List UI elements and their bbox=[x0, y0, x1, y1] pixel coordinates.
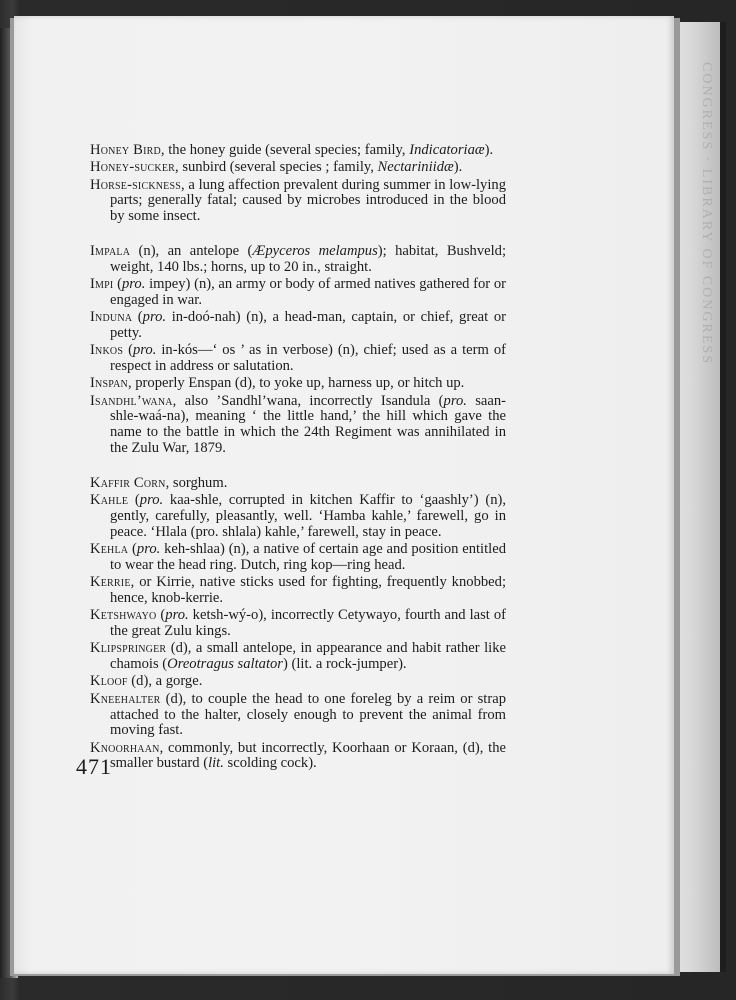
book-page bbox=[14, 16, 674, 974]
glossary-entry bbox=[90, 741, 506, 773]
glossary-entry bbox=[90, 476, 506, 492]
entry-definition: , properly Enspan (d), to yoke up, harness up, or hitch up. bbox=[127, 375, 465, 392]
entry-definition-cont: ) (lit. a rock-jumper). bbox=[282, 656, 407, 673]
entry-definition-cont: impey) (n), an army or body of armed natives gathered for or engaged in war. bbox=[110, 276, 506, 308]
glossary-text bbox=[90, 143, 506, 774]
glossary-group bbox=[90, 143, 506, 225]
entry-definition: , sorghum. bbox=[165, 474, 228, 491]
glossary-entry bbox=[90, 310, 506, 342]
entry-definition: ( bbox=[123, 342, 133, 359]
entry-headword: Inspan bbox=[90, 375, 128, 392]
glossary-entry bbox=[90, 493, 506, 540]
entry-headword: Isandhl’wana bbox=[90, 392, 173, 409]
glossary-entry bbox=[90, 394, 506, 457]
entry-definition: ( bbox=[128, 492, 140, 509]
entry-italic-term: pro. bbox=[136, 541, 161, 558]
entry-headword: Ketshwayo bbox=[90, 607, 157, 624]
entry-italic-term: Æpyceros melampus bbox=[252, 242, 378, 259]
entry-definition-cont: in-kós—‘ os ’ as in verbose) (n), chief; used as a term of respect in address or salutation. bbox=[110, 342, 507, 375]
entry-headword: Kerrie bbox=[90, 574, 131, 591]
entry-definition-cont: saan-shle-waá-na), meaning ‘ the little hand,’ the hill which gave the name to the battle in which the 24th Regiment was annihilated in the Zulu War, 1879. bbox=[110, 392, 506, 457]
glossary-group bbox=[90, 244, 506, 457]
glossary-entry bbox=[90, 277, 506, 309]
entry-definition-cont: kaa-shle, corrupted in kitchen Kaffir to ‘gaashly’) (n), gently, carefully, pleasantly, well. ‘Hamba kahle,’ farewell, go in peace. ‘Hlala (pro. shlala) kahle,’ farewell, stay in peace. bbox=[110, 492, 506, 540]
entry-definition: ( bbox=[113, 276, 122, 293]
entry-italic-term: pro. bbox=[132, 342, 157, 359]
entry-italic-term: pro. bbox=[139, 492, 164, 509]
glossary-entry bbox=[90, 178, 506, 225]
glossary-entry bbox=[90, 376, 506, 392]
entry-headword: Impala bbox=[90, 242, 131, 259]
glossary-entry bbox=[90, 542, 506, 574]
entry-definition: , a lung affection prevalent during summer in low-lying parts; generally fatal; caused by microbes introduced in the blood by some insect. bbox=[110, 176, 506, 225]
entry-headword: Honey Bird bbox=[90, 142, 161, 158]
entry-definition: , the honey guide (several species; family, bbox=[160, 142, 410, 158]
entry-definition: (n), an antelope ( bbox=[130, 242, 253, 259]
entry-headword: Kloof bbox=[90, 673, 128, 690]
entry-headword: Honey-sucker bbox=[90, 159, 176, 176]
entry-definition-cont: ). bbox=[484, 142, 494, 158]
library-stamp: CONGRESS · LIBRARY OF CONGRESS bbox=[699, 62, 714, 365]
glossary-entry bbox=[90, 674, 506, 690]
glossary-entry bbox=[90, 143, 506, 159]
page-number: 471 bbox=[76, 754, 112, 779]
glossary-entry bbox=[90, 692, 506, 739]
glossary-entry bbox=[90, 575, 506, 607]
entry-italic-term: lit. bbox=[208, 755, 224, 772]
entry-definition: , or Kirrie, native sticks used for fighting, frequently knobbed; hence, knob-kerrie. bbox=[110, 574, 506, 606]
glossary-group bbox=[90, 476, 506, 772]
glossary-entry bbox=[90, 343, 506, 375]
entry-italic-term: pro. bbox=[165, 607, 189, 624]
entry-headword: Klipspringer bbox=[90, 640, 167, 657]
entry-definition-cont: keh-shlaa) (n), a native of certain age and position entitled to wear the head ring. Dutch, ring kop—ring head. bbox=[110, 541, 506, 573]
entry-definition-cont: ); habitat, Bushveld; weight, 140 lbs.; horns, up to 20 in., straight. bbox=[110, 242, 507, 275]
entry-headword: Kaffir Corn bbox=[90, 474, 166, 491]
entry-italic-term: Nectariniidæ bbox=[377, 159, 454, 176]
entry-definition-cont: scolding cock). bbox=[223, 755, 317, 772]
glossary-entry bbox=[90, 608, 506, 640]
entry-definition: (d), a small antelope, in appearance and habit rather like chamois ( bbox=[110, 640, 506, 673]
entry-definition: , commonly, but incorrectly, Koorhaan or Koraan, (d), the smaller bustard ( bbox=[110, 739, 506, 772]
entry-headword: Induna bbox=[90, 309, 133, 326]
entry-definition-cont: in-doó-nah) (n), a head-man, captain, or chief, great or petty. bbox=[110, 309, 506, 341]
entry-italic-term: pro. bbox=[443, 392, 467, 409]
entry-definition: ( bbox=[128, 541, 137, 558]
entry-definition: , sunbird (several species ; family, bbox=[175, 159, 378, 176]
entry-headword: Kehla bbox=[90, 541, 129, 558]
entry-definition: , also ’Sandhl’wana, incorrectly Isandula ( bbox=[172, 392, 444, 409]
entry-italic-term: Oreotragus saltator bbox=[167, 656, 283, 673]
entry-headword: Inkos bbox=[90, 342, 124, 359]
entry-definition: ( bbox=[156, 607, 166, 624]
entry-headword: Knoorhaan bbox=[90, 739, 160, 756]
entry-italic-term: pro. bbox=[122, 276, 146, 293]
entry-headword: Kneehalter bbox=[90, 690, 161, 707]
entry-definition: (d), a gorge. bbox=[127, 673, 203, 690]
entry-headword: Horse-sickness bbox=[90, 176, 181, 193]
entry-definition: (d), to couple the head to one foreleg by a reim or strap attached to the halter, closely enough to prevent the animal from moving fast. bbox=[110, 690, 506, 739]
entry-definition-cont: ). bbox=[453, 159, 463, 176]
entry-definition-cont: ketsh-wý-o), incorrectly Cetywayo, fourth and last of the great Zulu kings. bbox=[110, 607, 506, 640]
glossary-entry bbox=[90, 160, 506, 176]
entry-headword: Impi bbox=[90, 276, 114, 293]
entry-italic-term: pro. bbox=[142, 309, 167, 326]
entry-italic-term: Indicatoriaæ bbox=[409, 142, 485, 158]
entry-definition: ( bbox=[132, 309, 143, 326]
glossary-entry bbox=[90, 641, 506, 673]
entry-headword: Kahle bbox=[90, 492, 129, 509]
glossary-entry bbox=[90, 244, 506, 276]
